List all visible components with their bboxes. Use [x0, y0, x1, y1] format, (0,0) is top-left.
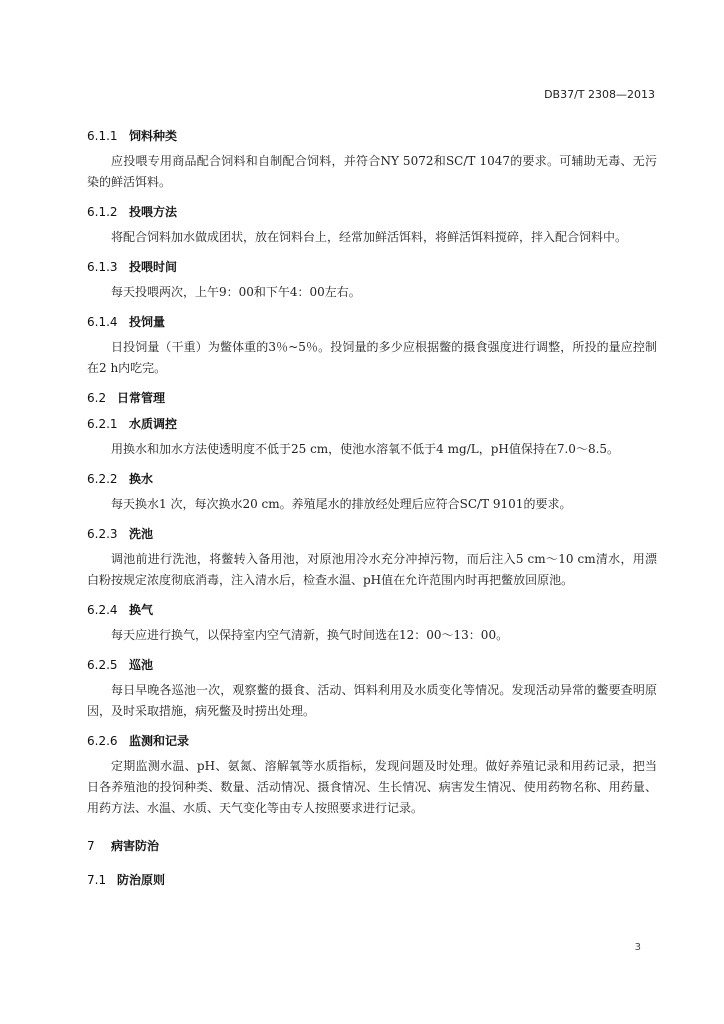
section-title: 监测和记录 [129, 734, 190, 748]
section-number: 6.1.1 [87, 129, 118, 143]
section-number: 6.1.4 [87, 315, 118, 329]
section-heading [87, 254, 657, 280]
section-6-2-4 [87, 597, 657, 646]
section-7-1 [87, 867, 657, 893]
section-title: 换气 [129, 603, 154, 617]
section-paragraph: 每日早晚各巡池一次，观察鳖的摄食、活动、饵料利用及水质变化等情况。发现活动异常的鳖要查明原因，及时采取措施，病死鳖及时捞出处理。 [87, 683, 657, 718]
page-number: 3 [634, 942, 641, 953]
section-heading [87, 385, 657, 411]
section-heading [87, 199, 657, 225]
section-6-1-1 [87, 123, 657, 193]
section-paragraph: 日投饲量（干重）为鳖体重的3％~5％。投饲量的多少应根据鳖的摄食强度进行调整，所投的量应控制在2 h内吃完。 [87, 340, 657, 375]
section-6-2-6 [87, 728, 657, 819]
section-number: 6.2.2 [87, 472, 118, 486]
standard-code: DB37/T 2308—2013 [544, 88, 655, 101]
chapter-heading [87, 833, 657, 859]
section-6-2-3 [87, 521, 657, 591]
section-title: 水质调控 [129, 417, 178, 431]
section-6-2-1 [87, 411, 657, 460]
section-paragraph: 用换水和加水方法使透明度不低于25 cm，使池水溶氧不低于4 mg/L，pH值保持在7.0～8.5。 [111, 442, 620, 456]
section-number: 6.2.5 [87, 658, 118, 672]
document-body [87, 123, 657, 893]
section-title: 投饲量 [129, 315, 166, 329]
section-7 [87, 833, 657, 859]
section-heading [87, 466, 657, 492]
section-6-1-3 [87, 254, 657, 303]
section-6-2-5 [87, 652, 657, 722]
section-heading [87, 521, 657, 547]
section-number: 6.1.2 [87, 205, 118, 219]
section-number: 6.2.1 [87, 417, 118, 431]
section-paragraph: 定期监测水温、pH、氨氮、溶解氧等水质指标，发现问题及时处理。做好养殖记录和用药记录，把当日各养殖池的投饲种类、数量、活动情况、摄食情况、生长情况、病害发生情况、使用药物名称、用药量、用药方法、水温、水质、天气变化等由专人按照要求进行记录。 [87, 759, 657, 815]
section-heading [87, 597, 657, 623]
section-6-2-2 [87, 466, 657, 515]
section-title: 防治原则 [117, 873, 166, 887]
section-title: 病害防治 [111, 839, 160, 853]
section-title: 饲料种类 [129, 129, 178, 143]
section-paragraph: 每天换水1 次，每次换水20 cm。养殖尾水的排放经处理后应符合SC/T 9101的要求。 [111, 497, 572, 511]
section-number: 6.1.3 [87, 260, 118, 274]
section-paragraph: 每天应进行换气，以保持室内空气清新，换气时间选在12：00～13：00。 [111, 628, 509, 642]
section-title: 巡池 [129, 658, 154, 672]
section-title: 投喂方法 [129, 205, 178, 219]
section-heading [87, 309, 657, 335]
section-paragraph: 应投喂专用商品配合饲料和自制配合饲料，并符合NY 5072和SC/T 1047的要求。可辅助无毒、无污染的鲜活饵料。 [87, 154, 657, 189]
section-heading [87, 411, 657, 437]
section-paragraph: 调池前进行洗池，将鳖转入备用池，对原池用冷水充分冲掉污物，而后注入5 cm～10 cm清水，用漂白粉按规定浓度彻底消毒，注入清水后，检查水温、pH值在允许范围内时再把鳖放回原池。 [87, 552, 657, 587]
section-number: 6.2.3 [87, 527, 118, 541]
section-number: 7 [87, 839, 95, 853]
section-heading [87, 123, 657, 149]
section-title: 日常管理 [117, 391, 166, 405]
section-heading [87, 867, 657, 893]
section-paragraph: 将配合饲料加水做成团状，放在饲料台上，经常加鲜活饵料，将鲜活饵料搅碎，拌入配合饲料中。 [111, 230, 628, 244]
section-number: 7.1 [87, 873, 107, 887]
section-number: 6.2 [87, 391, 107, 405]
section-6-1-4 [87, 309, 657, 379]
section-6-1-2 [87, 199, 657, 248]
section-6-2 [87, 385, 657, 411]
section-heading [87, 652, 657, 678]
section-number: 6.2.4 [87, 603, 118, 617]
section-number: 6.2.6 [87, 734, 118, 748]
section-heading [87, 728, 657, 754]
section-title: 洗池 [129, 527, 154, 541]
section-title: 换水 [129, 472, 154, 486]
section-paragraph: 每天投喂两次，上午9：00和下午4：00左右。 [111, 285, 361, 299]
section-title: 投喂时间 [129, 260, 178, 274]
